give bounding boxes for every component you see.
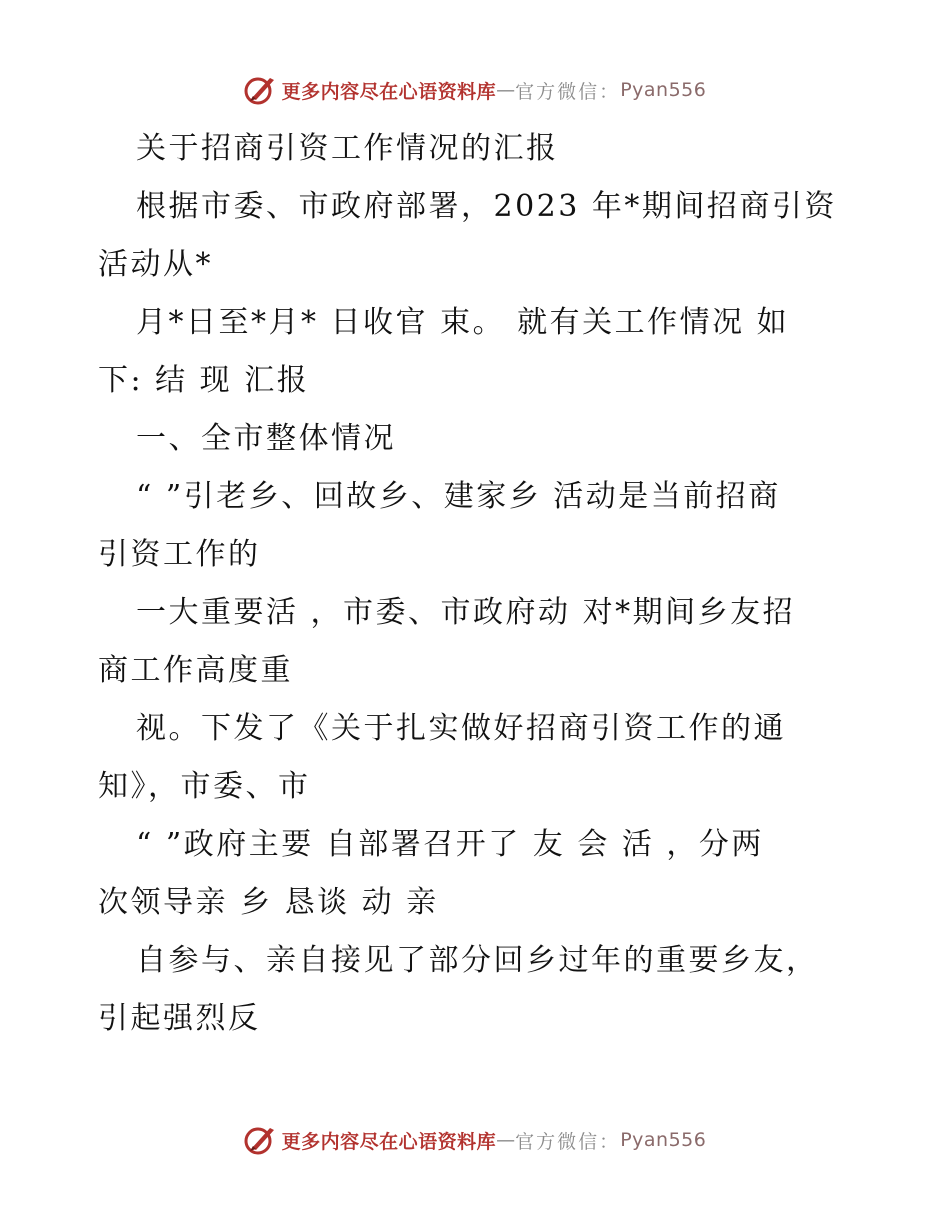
text-line: 自参与、亲自接见了部分回乡过年的重要乡友， [136,943,819,978]
watermark-wechat-id: Pyan556 [620,79,707,101]
document-body [98,120,858,1048]
text-line: 活动从* [98,247,213,282]
footer-watermark [0,1124,950,1156]
watermark-wechat-label: 官方微信： [515,1130,621,1153]
text-line: 一大重要活 ，市委、市政府动 对*期间乡友招 [136,595,796,630]
text-line: 月*日至*月* 日收官 束。 就有关工作情况 如 [136,305,790,340]
document-title: 关于招商引资工作情况的汇报 [136,131,559,166]
text-line: 引起强烈反 [98,1001,261,1036]
text-line: 次领导亲 乡 恳谈 动 亲 [98,885,439,920]
text-line: “ ”政府主要 自部署召开了 友 会 活 ，分两 [136,827,764,862]
section-heading: 一、全市整体情况 [136,421,396,456]
quill-circle-logo-icon [244,74,278,106]
text-line: 下: 结 现 汇报 [98,363,310,398]
watermark-main-text: 更多内容尽在心语资料库 [281,80,497,103]
text-line: 视。下发了《关于扎实做好招商引资工作的通 [136,711,786,746]
watermark-main-text: 更多内容尽在心语资料库 [281,1130,497,1153]
text-line: 引资工作的 [98,537,261,572]
watermark-separator: — [496,1129,516,1151]
text-line: 知》，市委、市 [98,769,311,804]
quill-circle-logo-icon [244,1124,278,1156]
header-watermark [0,74,950,106]
watermark-wechat-id: Pyan556 [620,1129,707,1151]
watermark-wechat-label: 官方微信： [515,80,621,103]
text-line: 商工作高度重 [98,653,293,688]
text-line: “ ”引老乡、回故乡、建家乡 活动是当前招商 [136,479,781,514]
text-line: 根据市委、市政府部署，2023 年*期间招商引资 [136,189,837,224]
watermark-separator: — [496,79,516,101]
